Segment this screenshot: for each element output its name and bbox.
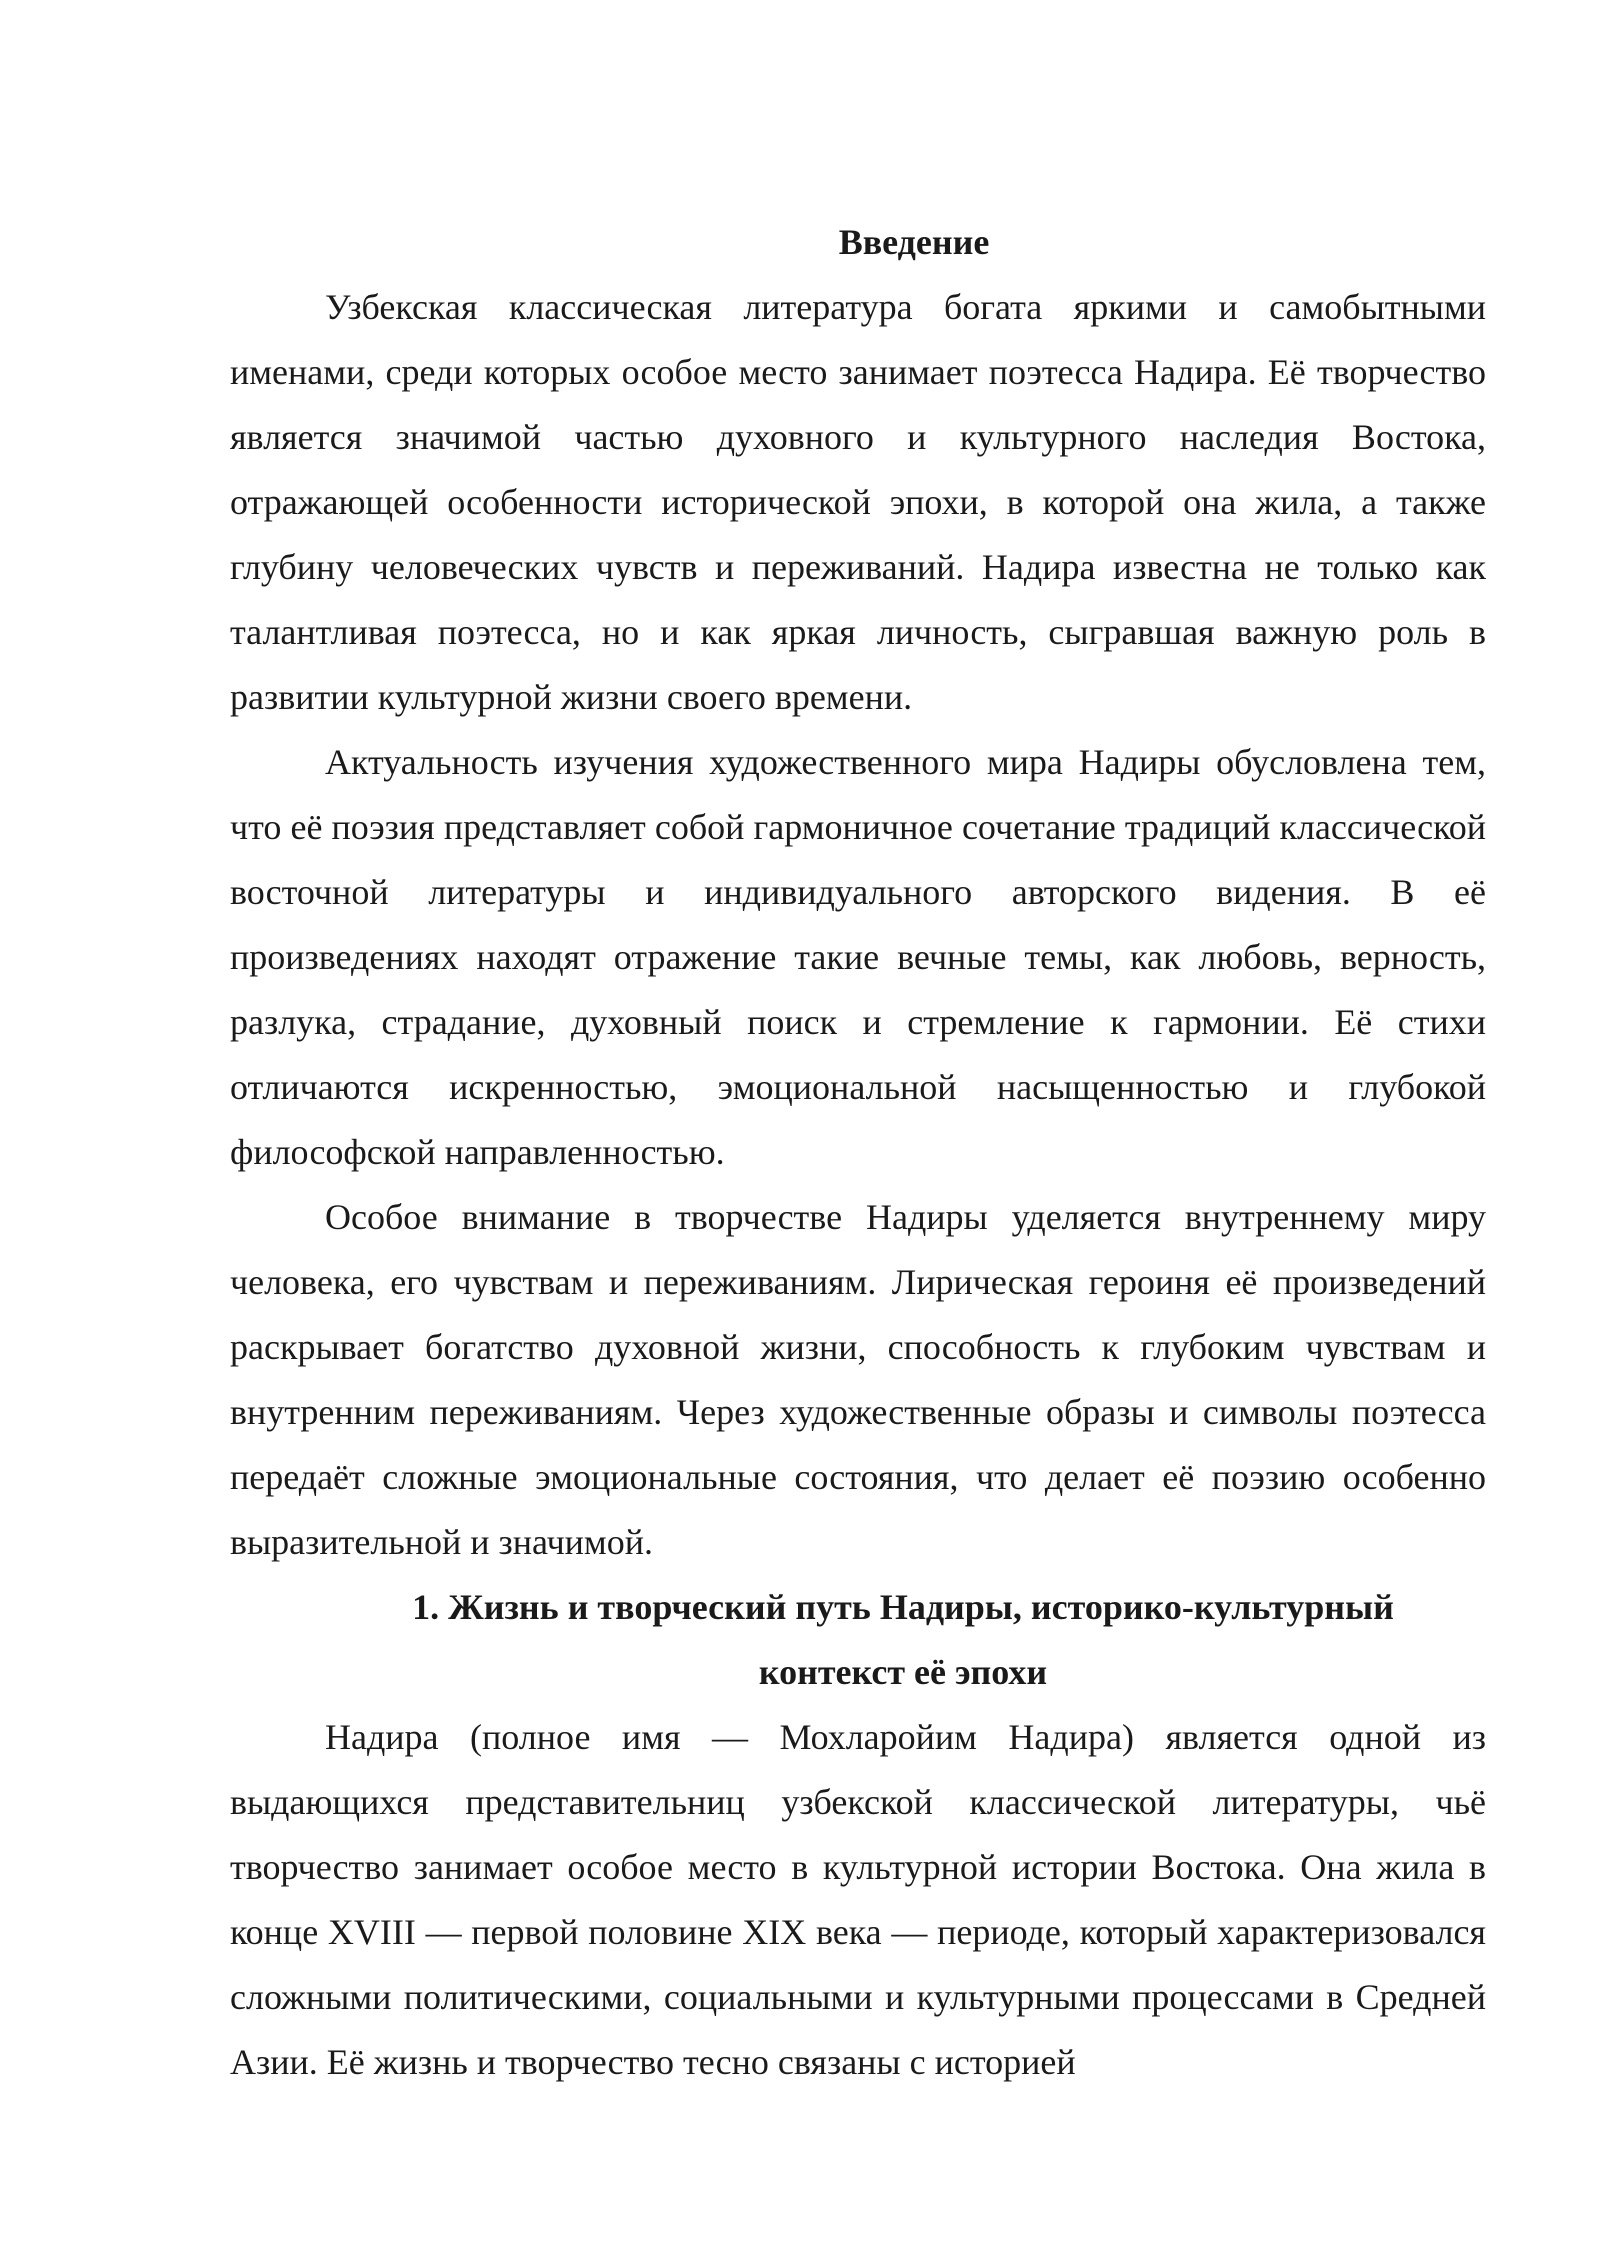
intro-paragraph-3: Особое внимание в творчестве Надиры уделяется внутреннему миру человека, его чувствам и переживаниям. Лирическая героиня её произведений раскрывает богатство духовной жизни, способность к глубоким чувствам и внутренним переживаниям. Через художественные образы и символы поэтесса передаёт сложные эмоциональные состояния, что делает её поэзию особенно выразительной и значимой. xyxy=(230,1197,1486,1562)
section-1-paragraph: Надира (полное имя — Мохларойим Надира) является одной из выдающихся представительниц узбекской классической литературы, чьё творчество занимает особое место в культурной истории Востока. Она жила в конце XVIII — первой половине XIX века — периоде, который характеризовался сложными политическими, социальными и культурными процессами в Средней Азии. Её жизнь и творчество тесно связаны с историей xyxy=(230,1717,1486,2082)
intro-heading: Введение xyxy=(838,222,990,262)
document-page xyxy=(230,210,1486,2095)
section-1-heading-line-1: 1. Жизнь и творческий путь Надиры, историко-культурный xyxy=(412,1587,1394,1627)
intro-paragraph-1: Узбекская классическая литература богата яркими и самобытными именами, среди которых особое место занимает поэтесса Надира. Её творчество является значимой частью духовного и культурного наследия Востока, отражающей особенности исторической эпохи, в которой она жила, а также глубину человеческих чувств и переживаний. Надира известна не только как талантливая поэтесса, но и как яркая личность, сыгравшая важную роль в развитии культурной жизни своего времени. xyxy=(230,287,1486,717)
intro-paragraph-2: Актуальность изучения художественного мира Надиры обусловлена тем, что её поэзия представляет собой гармоничное сочетание традиций классической восточной литературы и индивидуального авторского видения. В её произведениях находят отражение такие вечные темы, как любовь, верность, разлука, страдание, духовный поиск и стремление к гармонии. Её стихи отличаются искренностью, эмоциональной насыщенностью и глубокой философской направленностью. xyxy=(230,742,1486,1172)
section-1-heading xyxy=(230,1575,1486,1705)
section-1-heading-line-2: контекст её эпохи xyxy=(758,1652,1048,1692)
